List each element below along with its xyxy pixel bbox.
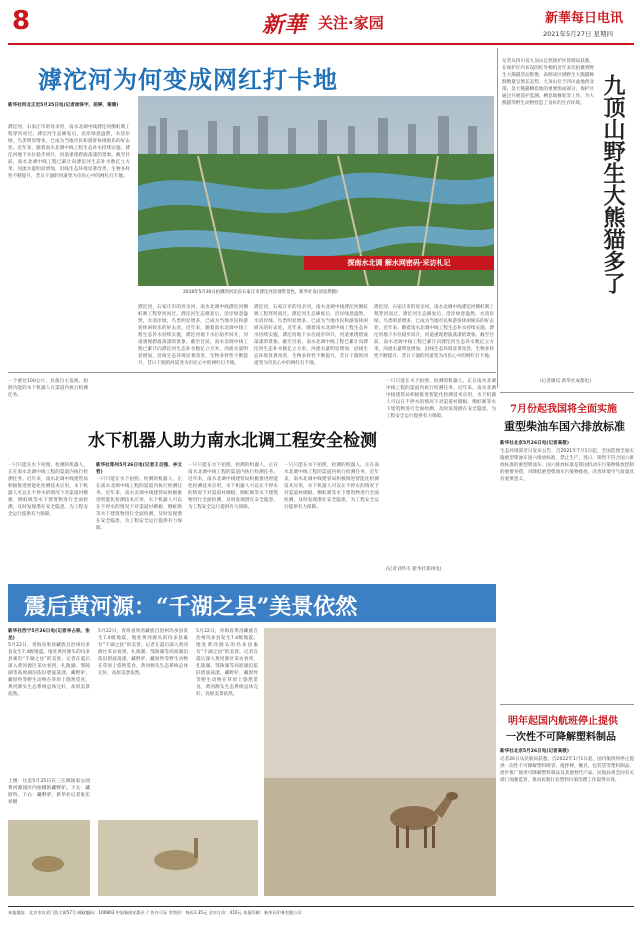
page-footer	[8, 906, 634, 922]
yellow-river-headline: 震后黄河源：“千湖之县”美景依然	[24, 594, 358, 620]
series-tag-label: 探南水北调 解水网密码·采访札记	[347, 259, 451, 267]
issue-date: 2021年5月27日 星期四	[543, 30, 614, 38]
diesel-dateline: 新华社北京5月26日电(记者高敬)	[500, 441, 569, 446]
section-divider	[500, 392, 634, 393]
plastic-kicker: 明年起国内航班停止提供	[508, 716, 618, 727]
article-body-col2: 滹沱河，石家庄市的母亲河，南水北调中线滹沱河倒虹吸工程穿河而过。滹沱河生态修复后，沿岸绿意盎然，水清岸绿，鸟类明显增多，已成为当地市民和游客休闲娱乐的好去处。近年来，随着南水北调中线工程生态补水持续实施，滹沱河地下水位稳步回升，河道重现碧波荡漾的景象。截至目前，南水北调中线工程已累计向滹沱河生态补水数亿立方米，河流水量明显增加，沿线生态环境显著改善，生物多样性不断提升，昔日干涸的河道变为市民心中的网红打卡地。	[138, 305, 248, 366]
article-body-col3: 滹沱河，石家庄市的母亲河，南水北调中线滹沱河倒虹吸工程穿河而过。滹沱河生态修复后，沿岸绿意盎然，水清岸绿，鸟类明显增多，已成为当地市民和游客休闲娱乐的好去处。近年来，随着南水北调中线工程生态补水持续实施，滹沱河地下水位稳步回升，河道重现碧波荡漾的景象。截至目前，南水北调中线工程已累计向滹沱河生态补水数亿立方米，河流水量明显增加，沿线生态环境显著改善，生物多样性不断提升，昔日干涸的河道变为市民心中的网红打卡地。	[254, 305, 368, 366]
article-yellow-river-source	[8, 584, 496, 902]
antelope-photo-right	[98, 820, 258, 896]
series-tag	[304, 256, 494, 270]
footer-text: 本报地址：北京市宣武门西大街57号 邮政编码：100803 中国新闻出版社 广告许可证 零售价：每份1.35元 全年订价：410元 本报印刷：新华社印务有限公司	[8, 910, 302, 915]
article-underwater-robot	[8, 378, 496, 578]
antelope-photo-left	[8, 820, 90, 896]
page-header	[0, 0, 640, 46]
diesel-headline: 重型柴油车国六排放标准	[504, 420, 625, 433]
diesel-body: 生态环境部近日发布公告，自2021年7月1日起，全国范围全面实施重型柴油车国六排放标准，禁止生产、进口、销售不符合国六排放标准的重型柴油车。国六排放标准是我国机动车污染物排放控制的重要举措，对降低重型柴油车污染物排放、改善环境空气质量具有重要意义。	[500, 449, 634, 482]
robot-body-col4: 一只只能在水下拍照、检测的机器人，正在南水北调中线工程的渠道内执行检测任务。近年来，南水北调中线建管局积极推进智能化检测技术应用，水下机器人可以在不停水的情况下对渠道衬砌板、倒虹吸等水下建筑物进行全面检测，及时发现潜在安全隐患，为工程安全运行提供有力保障。	[284, 463, 379, 510]
article-plastic-ban	[500, 708, 634, 902]
section-divider	[8, 372, 496, 373]
plastic-dateline: 新华社北京5月26日电(记者高敬)	[500, 749, 569, 754]
robot-body-col5: 一只只能在水下拍照、检测的机器人，正在南水北调中线工程的渠道内执行检测任务。近年来，南水北调中线建管局积极推进智能化检测技术应用，水下机器人可以在不停水的情况下对渠道衬砌板、倒虹吸等水下建筑物进行全面检测，及时发现潜在安全隐患，为工程安全运行提供有力保障。	[386, 379, 496, 419]
panda-body-col1: 记者从四川省九顶山自然保护区管理局获悉，在保护区内布设的红外相机近年多次拍摄到野生大熊猫活动影像，表明该区域野生大熊猫种群数量呈增长态势。九顶山位于四川盆地西北部，是大熊猫栖息地的重要组成部分，保护区通过开展巡护监测、栖息地修复等工作，为大熊猫等野生动物营造了良好的生存环境。	[502, 59, 594, 106]
column-divider	[497, 48, 498, 388]
page-number: 8	[12, 6, 31, 36]
diesel-kicker: 7月份起我国将全面实施	[510, 404, 617, 415]
article-panda	[500, 48, 634, 388]
panda-source: (记者谢佼 新华社成都电)	[540, 379, 591, 384]
article-dateline: 新华社河北正定5月25日电(记者徐泽宇、屈婷、秦婧)	[8, 103, 119, 108]
yellow-river-caption: 上图：这是5月25日在三江源国家公园黄河源园区内拍摄的藏野驴。下左：藏原羚。下右：藏野驴。新华社记者张宏祥摄	[8, 779, 90, 805]
section-divider	[500, 704, 634, 705]
headline-banner	[8, 584, 496, 622]
article-hutuo-river	[8, 48, 496, 368]
photo-caption: 2018年5月30日拍摄的河北省石家庄市滹沱河景观带景色。新华社发(刘彦然摄)	[183, 290, 338, 295]
header-rule	[8, 43, 634, 45]
footer-rule	[8, 906, 634, 907]
article-diesel-standard	[500, 396, 634, 701]
article-body-col1: 滹沱河，石家庄市的母亲河，南水北调中线滹沱河倒虹吸工程穿河而过。滹沱河生态修复后，沿岸绿意盎然，水清岸绿，鸟类明显增多，已成为当地市民和游客休闲娱乐的好去处。近年来，随着南水北调中线工程生态补水持续实施，滹沱河地下水位稳步回升，河道重现碧波荡漾的景象。截至目前，南水北调中线工程已累计向滹沱河生态补水数亿立方米，河流水量明显增加，沿线生态环境显著改善，生物多样性不断提升，昔日干涸的河道变为市民心中的网红打卡地。	[8, 125, 130, 179]
robot-dateline: 新华社郑州5月26日电(记者王自强、李文哲)	[96, 463, 182, 475]
robot-body-col3: 一只只能在水下拍照、检测的机器人，正在南水北调中线工程的渠道内执行检测任务。近年来，南水北调中线建管局积极推进智能化检测技术应用，水下机器人可以在不停水的情况下对渠道衬砌板、倒虹吸等水下建筑物进行全面检测，及时发现潜在安全隐患，为工程安全运行提供有力保障。	[188, 463, 278, 510]
robot-headline: 水下机器人助力南水北调工程安全检测	[88, 431, 377, 451]
section-title: 关注·家园	[318, 14, 384, 32]
yellow-river-body-col1: 5月22日，青海省果洛藏族自治州玛多县发生7.4级地震。地处黄河源头的玛多县素有“千湖之县”的美誉。记者在震后深入黄河源区采访看到，扎陵湖、鄂陵湖等高原湖泊依旧碧波荡漾，藏野驴、藏原羚等野生动物在草原上悠然觅食，黄河源头生态系统总体完好，高原美景依然。	[8, 643, 90, 697]
paper-name: 新華每日电讯	[545, 11, 624, 26]
robot-body-col1: 一只只能在水下拍照、检测的机器人，正在南水北调中线工程的渠道内执行检测任务。近年来，南水北调中线建管局积极推进智能化检测技术应用，水下机器人可以在不停水的情况下对渠道衬砌板、倒虹吸等水下建筑物进行全面检测，及时发现潜在安全隐患，为工程安全运行提供有力保障。	[8, 463, 88, 517]
article-body-col4: 滹沱河，石家庄市的母亲河，南水北调中线滹沱河倒虹吸工程穿河而过。滹沱河生态修复后，沿岸绿意盎然，水清岸绿，鸟类明显增多，已成为当地市民和游客休闲娱乐的好去处。近年来，随着南水北调中线工程生态补水持续实施，滹沱河地下水位稳步回升，河道重现碧波荡漾的景象。截至目前，南水北调中线工程已累计向滹沱河生态补水数亿立方米，河流水量明显增加，沿线生态环境显著改善，生物多样性不断提升，昔日干涸的河道变为市民心中的网红打卡地。	[374, 305, 494, 359]
plastic-body: 记者26日从民航局获悉，自2022年1月1日起，国内航班将停止提供一次性不可降解塑料吸管、搅拌棒、餐具、包装袋等塑料制品，逐步推广使用可降解塑料制品及其他替代产品。民航局将会同有关部门加强监管，推动民航行业塑料污染治理工作取得实效。	[500, 757, 634, 783]
brand-logo: 新華	[262, 12, 307, 38]
yellow-river-body-col2: 5月22日，青海省果洛藏族自治州玛多县发生7.4级地震。地处黄河源头的玛多县素有“千湖之县”的美誉。记者在震后深入黄河源区采访看到，扎陵湖、鄂陵湖等高原湖泊依旧碧波荡漾，藏野驴、藏原羚等野生动物在草原上悠然觅食，黄河源头生态系统总体完好，高原美景依然。	[98, 629, 188, 676]
article-headline: 滹沱河为何变成网红打卡地	[38, 65, 338, 94]
panda-headline: 九顶山野生大熊猫多了	[600, 74, 626, 294]
yellow-river-body-col3: 5月22日，青海省果洛藏族自治州玛多县发生7.4级地震。地处黄河源头的玛多县素有“千湖之县”的美誉。记者在震后深入黄河源区采访看到，扎陵湖、鄂陵湖等高原湖泊依旧碧波荡漾，藏野驴、藏原羚等野生动物在草原上悠然觅食，黄河源头生态系统总体完好，高原美景依然。	[196, 629, 258, 697]
yellow-river-dateline: 新华社西宁5月26日电(记者李占轶、张龙)	[8, 629, 90, 641]
robot-source: (记者刘怀丕 新华社郑州电)	[386, 567, 442, 572]
wild-donkey-photo	[264, 628, 496, 896]
plastic-headline: 一次性不可降解塑料制品	[506, 732, 616, 743]
robot-caption: 一个重达100公斤、具备自主巡视、拍照功能的水下机器人在渠道内执行检测任务。	[8, 379, 88, 398]
robot-body-col2: 一只只能在水下拍照、检测的机器人，正在南水北调中线工程的渠道内执行检测任务。近年来，南水北调中线建管局积极推进智能化检测技术应用，水下机器人可以在不停水的情况下对渠道衬砌板、倒虹吸等水下建筑物进行全面检测，及时发现潜在安全隐患，为工程安全运行提供有力保障。	[96, 477, 182, 531]
